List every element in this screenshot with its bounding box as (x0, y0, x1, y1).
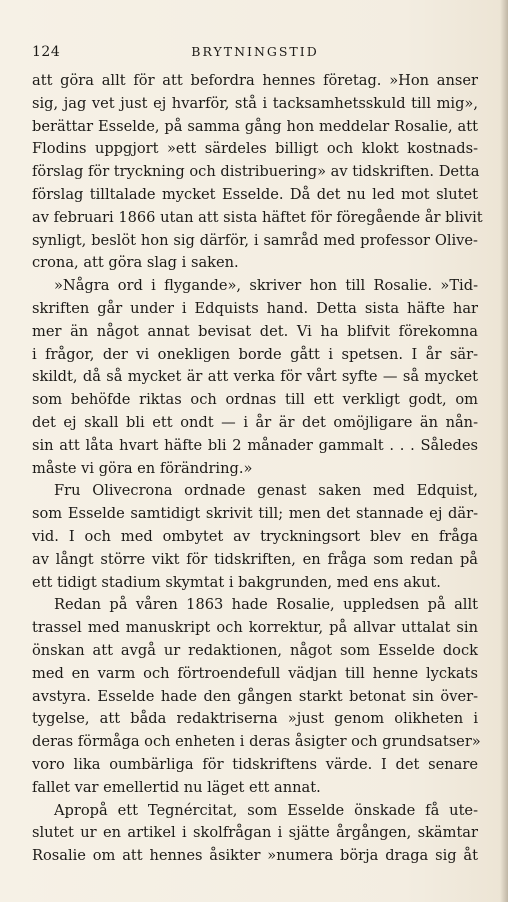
text-line: att göra allt för att befordra hennes företag. »Hon anser (32, 72, 478, 89)
text-line: förslag tilltalade mycket Esselde. Då det nu led mot slutet (32, 185, 478, 203)
text-line: måste vi göra en förändring.» (32, 459, 253, 477)
text-line: mer än något annat bevisat det. Vi ha blifvit förekomna (32, 322, 478, 340)
text-line: som behöfde riktas och ordnas till ett verkligt godt, om (32, 391, 478, 409)
text-line: avstyra. Esselde hade den gången starkt betonat sin över- (32, 687, 478, 705)
text-line: fallet var emellertid nu läget ett annat. (32, 778, 321, 796)
text-line: det ej skall bli ett ondt — i år är det omöjligare än nån- (32, 413, 478, 431)
text-line: med en varm och förtroendefull vädjan till henne lyckats (32, 664, 478, 682)
text-line: deras förmåga och enheten i deras åsigter och grundsatser» (32, 733, 481, 751)
text-line: Flodins uppgjort »ett särdeles billigt och klokt kostnads- (32, 140, 478, 158)
text-line: Rosalie om att hennes åsikter »numera börja draga sig åt (32, 847, 478, 865)
text-line: förslag för tryckning och distribuering» av tidskriften. Detta (32, 163, 480, 181)
text-line: sin att låta hvart häfte bli 2 månader gammalt . . . Således (32, 436, 478, 454)
text-line: sig, jag vet just ej hvarför, stå i tacksamhetsskuld till mig», (32, 94, 478, 112)
text-line: voro lika oumbärliga för tidskriftens värde. I det senare (32, 755, 478, 773)
text-line: Apropå ett Tegnércitat, som Esselde önskade få ute- (54, 801, 478, 819)
text-line: »Några ord i flygande», skriver hon till Rosalie. »Tid- (54, 277, 478, 295)
text-line: Fru Olivecrona ordnade genast saken med Edquist, (54, 482, 478, 500)
text-line: vid. I och med ombytet av tryckningsort blev en fråga (32, 527, 478, 545)
running-title: BRYTNINGSTID (191, 44, 319, 59)
text-line: av februari 1866 utan att sista häftet för föregående år blivit (32, 208, 483, 226)
text-line: skildt, då så mycket är att verka för vårt syfte — så mycket (32, 368, 478, 386)
text-line: skriften går under i Edquists hand. Detta sista häfte har (32, 299, 478, 317)
page-number: 124 (32, 44, 61, 60)
body-text (32, 70, 483, 868)
text-line: tygelse, att båda redaktriserna »just genom olikheten i (32, 710, 478, 728)
text-line: önskan att avgå ur redaktionen, något som Esselde dock (32, 641, 478, 659)
text-line: berättar Esselde, på samma gång hon meddelar Rosalie, att (32, 117, 478, 135)
text-line: trassel med manuskript och korrektur, på allvar uttalat sin (32, 619, 478, 637)
text-line: Redan på våren 1863 hade Rosalie, uppledsen på allt (54, 596, 478, 614)
running-head (32, 44, 478, 64)
page-edge-shadow (500, 0, 508, 902)
text-line: av långt större vikt för tidskriften, en fråga som redan på (32, 550, 478, 568)
text-line: synligt, beslöt hon sig därför, i samråd med professor Olive- (32, 231, 478, 249)
text-line: crona, att göra slag i saken. (32, 254, 239, 272)
text-line: ett tidigt stadium skymtat i bakgrunden, med ens akut. (32, 573, 441, 591)
text-line: slutet ur en artikel i skolfrågan i sjätte årgången, skämtar (32, 824, 478, 842)
text-line: som Esselde samtidigt skrivit till; men det stannade ej där- (32, 505, 478, 523)
text-line: i frågor, der vi onekligen borde gått i spetsen. I år sär- (32, 345, 478, 363)
